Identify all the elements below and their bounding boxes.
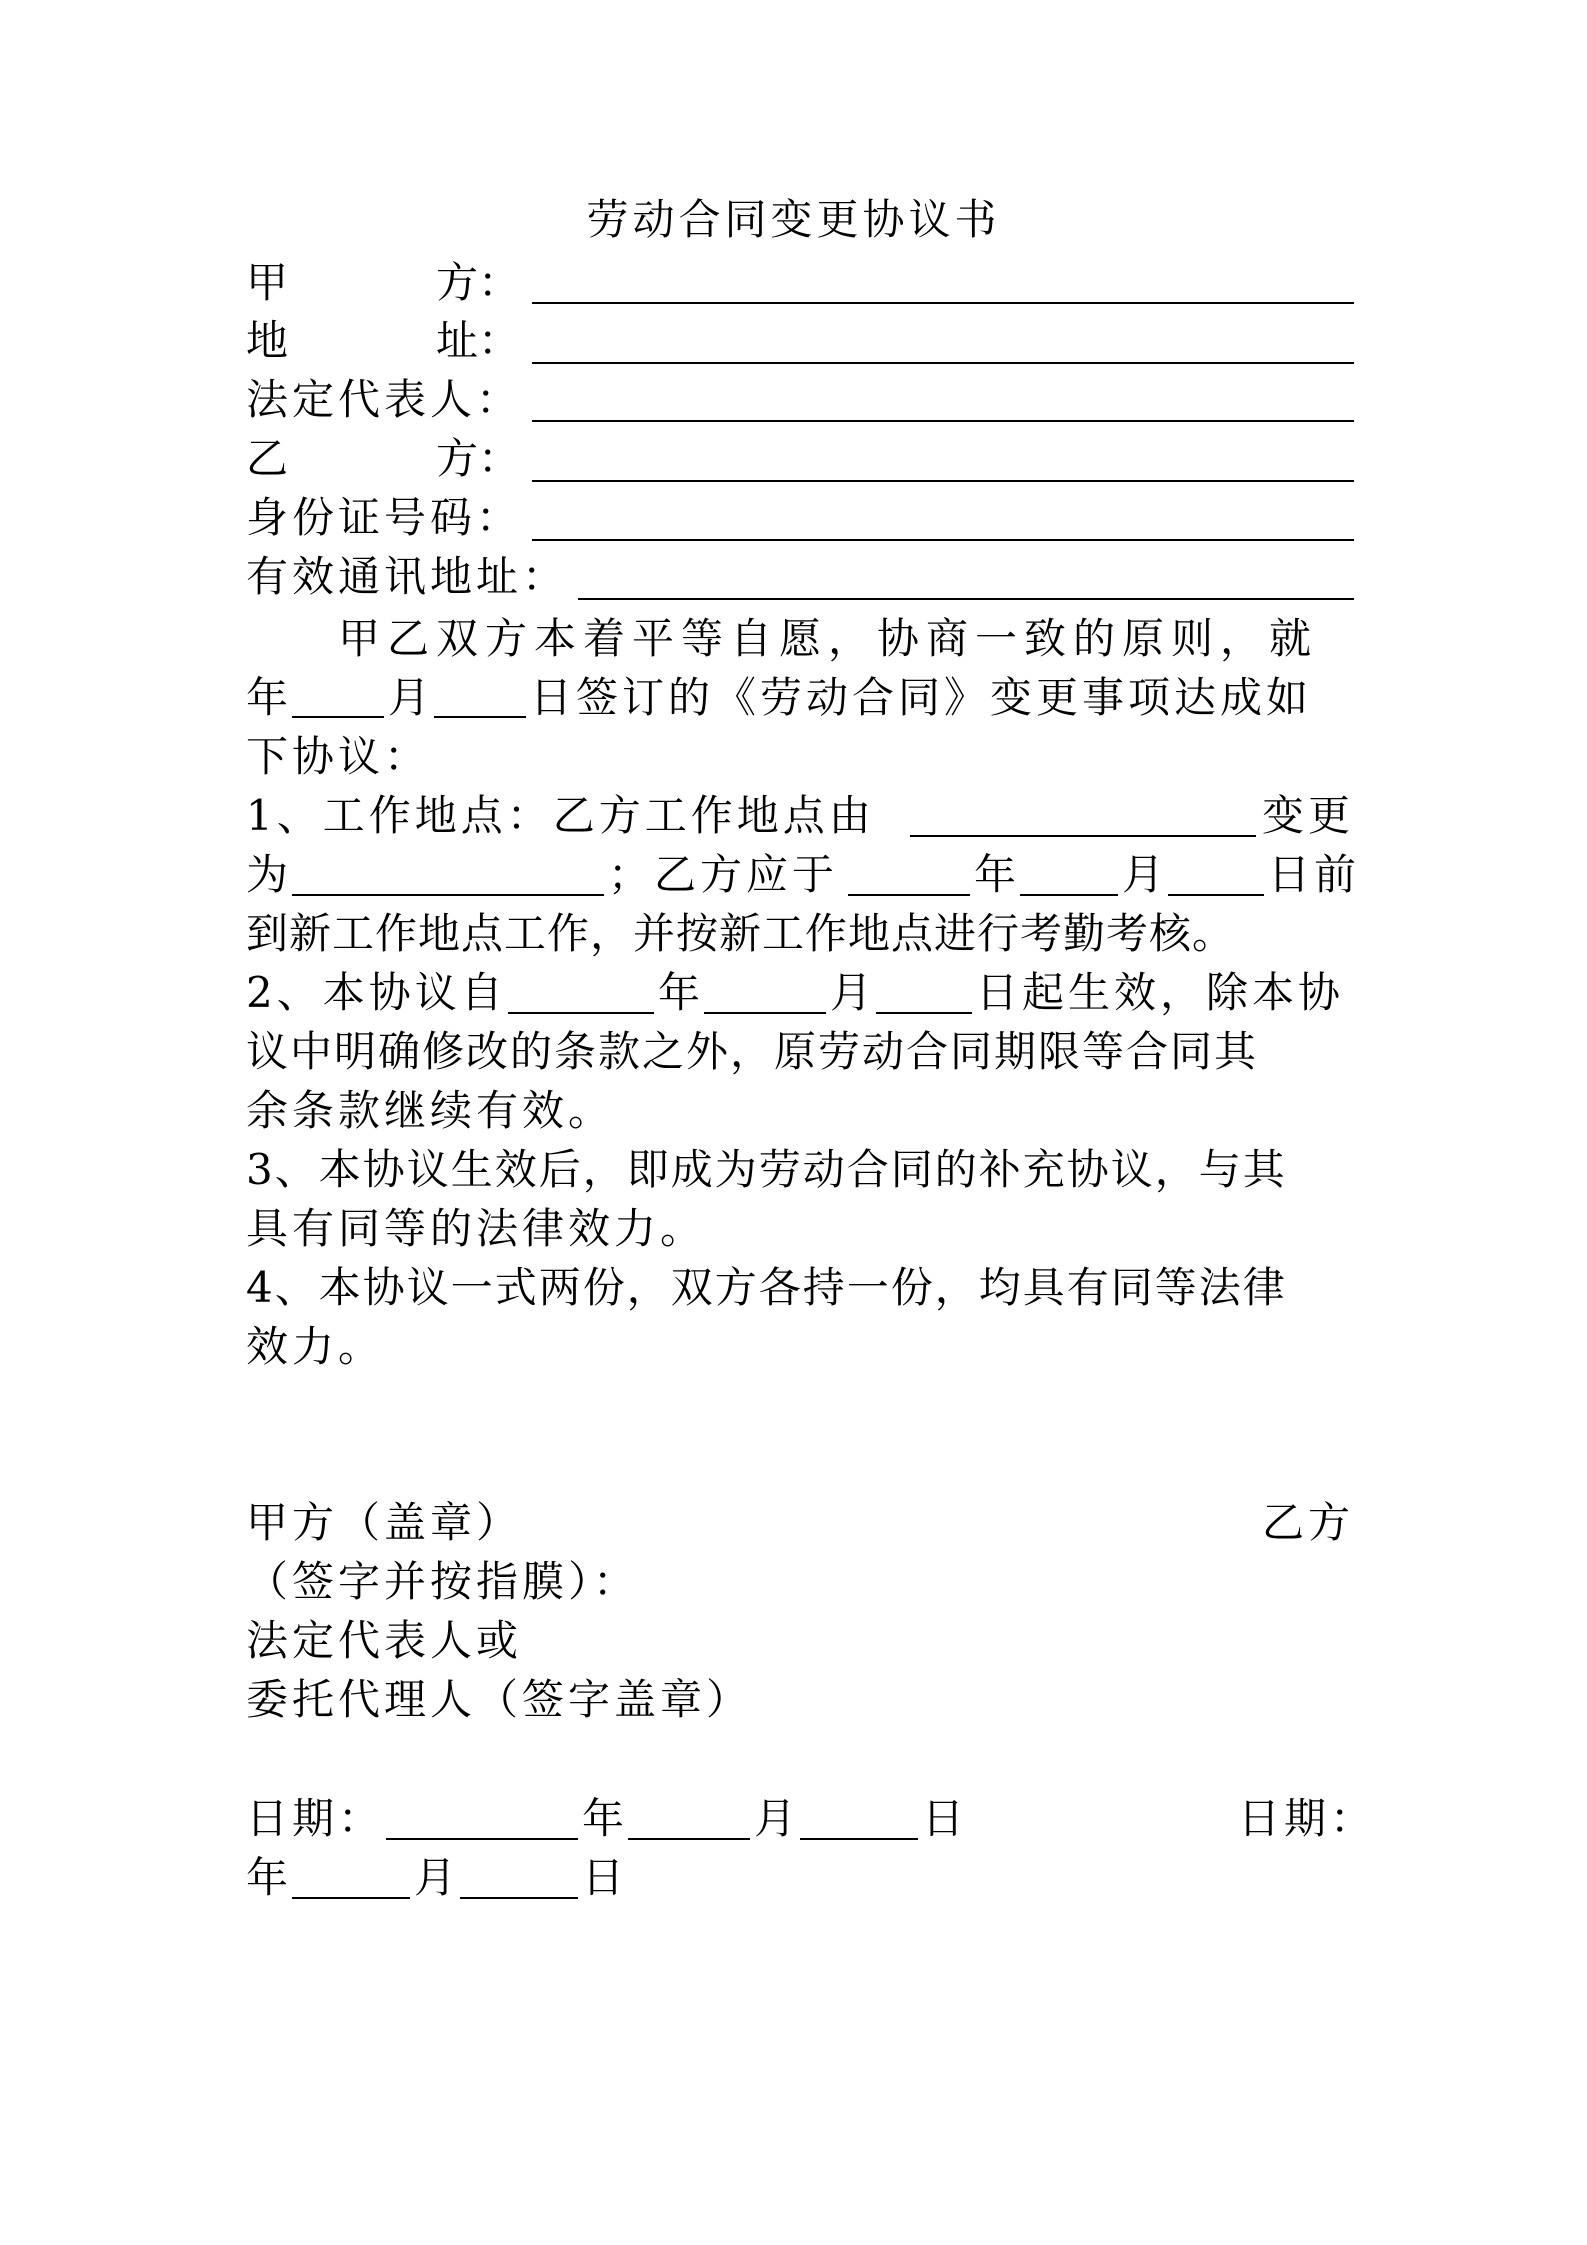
clause-2-line-1c: 月 (830, 968, 873, 1017)
clause-1-day-blank[interactable] (1168, 894, 1264, 896)
clause-1-line-2c: 年 (974, 850, 1017, 899)
signature-party-b: 乙方 (1262, 1498, 1355, 1547)
date-a-label: 日期： (246, 1794, 385, 1843)
date-b-day: 日 (582, 1853, 625, 1902)
field-id-number-blank[interactable] (532, 539, 1354, 541)
date-a-year-blank[interactable] (386, 1838, 578, 1840)
date-a-day-blank[interactable] (800, 1838, 918, 1840)
date-b-month-blank[interactable] (292, 1897, 410, 1899)
intro-line-3: 下协议： (246, 732, 431, 781)
clause-2-day-blank[interactable] (876, 1012, 972, 1014)
clause-2-line-3: 余条款继续有效。 (246, 1086, 615, 1135)
date-b-day-blank[interactable] (460, 1897, 578, 1899)
field-contact-address-blank[interactable] (578, 598, 1354, 600)
clause-2-line-1d: 日起生效，除本协 (976, 968, 1345, 1017)
clause-2-line-1b: 年 (658, 968, 701, 1017)
field-label-contact-address: 有效通讯地址： (246, 552, 569, 601)
field-party-a-blank[interactable] (532, 302, 1354, 304)
intro-line-1-text: 甲乙双方本着平等自愿，协商一致的原则，就 (338, 614, 1319, 663)
clause-1-line-2a: 为 (246, 850, 289, 899)
clause-1-line-3: 到新工作地点工作，并按新工作地点进行考勤考核。 (246, 909, 1236, 958)
clause-1-line-1a: 1、工作地点：乙方工作地点由 (246, 791, 875, 840)
intro-year-label: 年 (246, 673, 289, 722)
signature-party-b-sign: （签字并按指膜）： (246, 1557, 640, 1606)
clause-1-old-location-blank[interactable] (910, 835, 1256, 837)
intro-day-blank[interactable] (434, 716, 526, 718)
intro-month-label: 月 (388, 673, 431, 722)
clause-2-line-1a: 2、本协议自 (246, 968, 507, 1017)
field-label-party-a-2: 方： (436, 258, 521, 307)
field-legal-rep-blank[interactable] (532, 420, 1354, 422)
clause-1-line-1b: 变更 (1262, 791, 1355, 840)
document-title: 劳动合同变更协议书 (586, 195, 1001, 244)
date-a-month: 月 (754, 1794, 797, 1843)
signature-party-a: 甲方（盖章） (246, 1498, 523, 1547)
clause-1-line-2e: 日前 (1268, 850, 1361, 899)
clause-1-new-location-blank[interactable] (292, 894, 604, 896)
clause-3-line-2: 具有同等的法律效力。 (246, 1204, 707, 1253)
date-a-year: 年 (582, 1794, 625, 1843)
date-b-label: 日期： (1238, 1794, 1377, 1843)
field-label-party-a-1: 甲 (246, 258, 289, 307)
field-label-party-b-2: 方： (436, 434, 521, 483)
signature-rep-line-1: 法定代表人或 (246, 1616, 523, 1665)
field-label-legal-rep: 法定代表人： (246, 375, 523, 424)
field-party-b-blank[interactable] (532, 480, 1354, 482)
clause-2-month-blank[interactable] (704, 1012, 826, 1014)
clause-3-line-1: 3、本协议生效后，即成为劳动合同的补充协议，与其 (246, 1145, 1287, 1194)
clause-1-year-blank[interactable] (848, 894, 970, 896)
field-label-id-number: 身份证号码： (246, 493, 523, 542)
clause-1-line-2b: ；乙方应于 (608, 850, 839, 899)
clause-1-month-blank[interactable] (1020, 894, 1118, 896)
intro-month-blank[interactable] (292, 716, 384, 718)
signature-rep-line-2: 委托代理人（签字盖章） (246, 1675, 753, 1724)
clause-2-year-blank[interactable] (508, 1012, 654, 1014)
clause-4-line-1: 4、本协议一式两份，双方各持一份，均具有同等法律 (246, 1263, 1287, 1312)
clause-4-line-2: 效力。 (246, 1322, 385, 1371)
field-label-address-1: 地 (246, 316, 289, 365)
date-b-year: 年 (246, 1853, 289, 1902)
date-b-month: 月 (414, 1853, 457, 1902)
field-address-blank[interactable] (532, 362, 1354, 364)
field-label-party-b-1: 乙 (246, 434, 289, 483)
clause-1-line-2d: 月 (1122, 850, 1165, 899)
field-label-address-2: 址： (436, 316, 521, 365)
date-a-day: 日 (922, 1794, 965, 1843)
intro-line-1 (338, 614, 1352, 663)
intro-line-2-text: 日签订的《劳动合同》变更事项达成如 (530, 673, 1313, 722)
date-a-month-blank[interactable] (628, 1838, 750, 1840)
clause-2-line-2: 议中明确修改的条款之外，原劳动合同期限等合同其 (246, 1027, 1259, 1076)
